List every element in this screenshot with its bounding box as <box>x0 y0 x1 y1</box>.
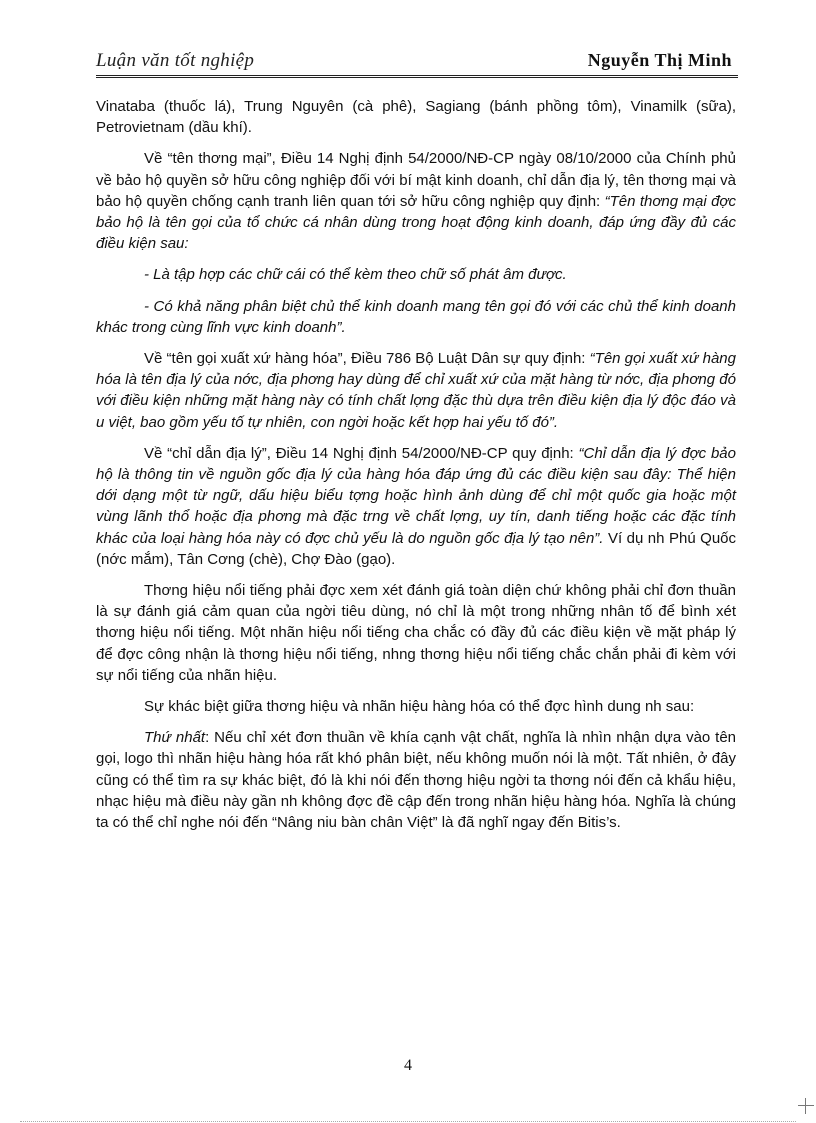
quoted-definition: “Chỉ dẫn địa lý đợc bảo hộ là thông tin về nguồn gốc địa lý của hàng hóa đáp ứng đủ các điều kiện sau đây: Thể hiện dới dạng một từ ngữ, dấu hiệu biểu tợng hoặc hình ảnh dùng để chỉ một quốc gia hoặc một vùng lãnh thổ hoặc địa phơng mà đặc trng về chất lợng, uy tín, danh tiếng hoặc các đặc tính khác của loại hàng hóa này có đợc chủ yếu là do nguồn gốc địa lý tạo nên”. <box>96 444 736 547</box>
paragraph-geographical-indication <box>96 443 736 570</box>
paragraph-text: : Nếu chỉ xét đơn thuần về khía cạnh vật chất, nghĩa là nhìn nhận dựa vào tên gọi, logo thì nhãn hiệu hàng hóa rất khó phân biệt, nếu không muốn nói là một. Tất nhiên, ở đây cũng có thể tìm ra sự khác biệt, đó là khi nói đến thơng hiệu ngời ta thơng nói đến cả khẩu hiệu, nhạc hiệu mà điều này gần nh không đợc đề cập đến trong nhãn hiệu hàng hóa. Nghĩa là chúng ta có thể chỉ nghe nói đến “Nâng niu bàn chân Việt” là đã nghĩ ngay đến Bitis’s. <box>96 729 737 832</box>
paragraph-text: Về “tên gọi xuất xứ hàng hóa”, Điều 786 Bộ Luật Dân sự quy định: <box>144 350 590 368</box>
quoted-definition: “Tên gọi xuất xứ hàng hóa là tên địa lý của nớc, địa phơng hay dùng để chỉ xuất xứ của mặt hàng từ nớc, địa phơng đó với điều kiện những mặt hàng này có tính chất lợng đặc thù dựa trên điều kiện địa lý độc đáo và u việt, bao gồm yếu tố tự nhiên, con ngời hoặc kết hợp hai yếu tố đó”. <box>96 350 736 431</box>
page-number: 4 <box>404 1057 412 1074</box>
paragraph-example: Ví dụ nh Phú Quốc (nớc mắm), Tân Cơng (chè), Chợ Đào (gạo). <box>96 529 737 568</box>
quoted-definition: “Tên thơng mại đợc bảo hộ là tên gọi của tổ chức cá nhân dùng trong hoạt động kinh doanh, đáp ứng đầy đủ các điều kiện sau: <box>96 192 737 253</box>
paragraph-difference-intro <box>96 696 736 717</box>
list-item-condition-2 <box>96 296 736 338</box>
paragraph-trade-name <box>96 148 736 254</box>
paragraph-text: Vinataba (thuốc lá), Trung Nguyên (cà phê), Sagiang (bánh phồng tôm), Vinamilk (sữa), Petrovietnam (dầu khí). <box>96 98 736 137</box>
paragraph-text: Về “tên thơng mại”, Điều 14 Nghị định 54/2000/NĐ-CP ngày 08/10/2000 của Chính phủ về bảo hộ quyền sở hữu công nghiệp đối với bí mật kinh doanh, chỉ dẫn địa lý, tên thơng mại và bảo hộ quyền chống cạnh tranh liên quan tới sở hữu công nghiệp quy định: <box>96 150 736 210</box>
paragraph-continuation <box>96 96 736 138</box>
header-divider <box>96 75 738 78</box>
header-author-name: Nguyễn Thị Minh <box>587 50 732 70</box>
paragraph-origin-name <box>96 348 736 433</box>
list-item-condition-1 <box>96 264 736 285</box>
page-bottom-border <box>20 1121 796 1122</box>
paragraph-text: Sự khác biệt giữa thơng hiệu và nhãn hiệu hàng hóa có thể đợc hình dung nh sau: <box>144 698 695 716</box>
document-body <box>96 96 736 843</box>
paragraph-first-difference <box>96 727 736 833</box>
paragraph-famous-brand <box>96 580 736 686</box>
list-item-text: - Có khả năng phân biệt chủ thể kinh doanh mang tên gọi đó với các chủ thể kinh doanh khác trong cùng lĩnh vực kinh doanh”. <box>96 297 736 336</box>
crop-mark-icon <box>798 1098 814 1114</box>
paragraph-text: Về “chỉ dẫn địa lý”, Điều 14 Nghị định 54/2000/NĐ-CP quy định: <box>144 444 579 462</box>
page-header <box>96 48 736 78</box>
header-thesis-title: Luận văn tốt nghiệp <box>96 50 255 71</box>
paragraph-text: Thơng hiệu nổi tiếng phải đợc xem xét đánh giá toàn diện chứ không phải chỉ đơn thuần là sự đánh giá cảm quan của ngời tiêu dùng, nó chỉ là một trong những nhân tố để bình xét thơng hiệu nổi tiếng. Một nhãn hiệu nổi tiếng cha chắc có đầy đủ các điều kiện về mặt pháp lý để đợc công nhận là thơng hiệu nổi tiếng, nhng thơng hiệu nổi tiếng chắc chắn phải đi kèm với sự nổi tiếng của nhãn hiệu. <box>96 582 736 684</box>
list-item-text: - Là tập hợp các chữ cái có thể kèm theo chữ số phát âm được. <box>144 266 567 284</box>
first-point-label: Thứ nhất <box>144 729 206 747</box>
